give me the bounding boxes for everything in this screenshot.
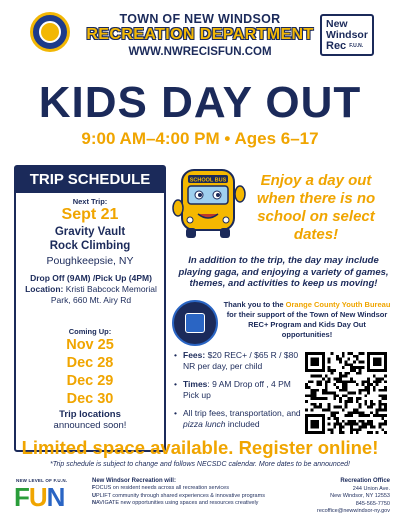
new-windsor-rec-logo xyxy=(320,14,374,56)
mission-text: OCUS on resident needs across all recreation services xyxy=(95,485,229,492)
office-email[interactable]: recoffice@newwindsor-ny.gov xyxy=(317,508,390,515)
mission-letter: U xyxy=(92,492,96,499)
rec-logo-line1: New xyxy=(326,18,348,30)
enjoy-headline: Enjoy a day out when there is no school on select dates! xyxy=(256,172,376,243)
fees-text: $20 REC+ / $65 R / $80 NR per day, per child xyxy=(183,350,299,371)
schedule-disclaimer: *Trip schedule is subject to change and follows NECSDC calendar. More dates to be announced! xyxy=(49,461,350,468)
rec-logo-line2: Windsor xyxy=(326,29,368,41)
office-address: 244 Union Ave. xyxy=(352,485,390,492)
page-title: KIDS DAY OUT xyxy=(38,78,362,127)
fees-label: Fees: xyxy=(183,350,206,360)
fun-u: U xyxy=(28,482,47,512)
thanks-part1: Thank you to the xyxy=(223,300,286,309)
mission-letter: F xyxy=(92,485,96,492)
trip-schedule-panel xyxy=(14,165,166,452)
mission-letter: N xyxy=(92,500,96,507)
mission-statement xyxy=(92,478,292,508)
rec-logo-sub: F.U.N. xyxy=(349,43,364,49)
page-subtitle: 9:00 AM–4:00 PM • Ages 6–17 xyxy=(81,129,319,148)
register-call-to-action: Limited space available. Register online! xyxy=(21,437,379,458)
fun-tagline: NEW LEVEL OF F.U.N. xyxy=(16,478,68,483)
locations-note-text: announced soon! xyxy=(53,420,127,431)
included-end: included xyxy=(225,419,260,429)
fees-bullet xyxy=(174,350,302,372)
orange-county-youth-bureau-logo xyxy=(172,300,218,346)
dropoff-location: Kristi Babcock Memorial Park, 660 Mt. Airy Rd xyxy=(50,284,157,305)
next-trip-label: Next Trip: xyxy=(72,197,108,206)
coming-date: Dec 28 xyxy=(66,355,114,371)
info-bullets xyxy=(174,350,302,437)
next-trip-name xyxy=(16,225,164,253)
dropoff-pickup-info xyxy=(24,273,158,306)
times-label: Times xyxy=(183,379,208,389)
times-bullet xyxy=(174,379,302,401)
trip-name-line2: Rock Climbing xyxy=(49,240,131,252)
locations-note xyxy=(16,409,164,431)
mission-text: PLIFT community through shared experiences & innovative programs xyxy=(95,492,265,499)
included-italic: pizza lunch xyxy=(183,419,226,429)
school-bus-icon xyxy=(170,164,246,248)
coming-date: Dec 29 xyxy=(66,373,114,389)
mission-title: New Windsor Recreation will: xyxy=(92,478,176,484)
locations-note-bold: Trip locations xyxy=(59,409,121,420)
fun-f: F xyxy=(14,482,29,512)
trip-schedule-title: TRIP SCHEDULE xyxy=(29,171,151,188)
header-website-link[interactable]: WWW.NWRECISFUN.COM xyxy=(128,46,272,58)
header-town-name: TOWN OF NEW WINDSOR xyxy=(119,12,281,26)
header-department-name: RECREATION DEPARTMENT xyxy=(86,26,314,43)
next-trip-date: Sept 21 xyxy=(61,206,119,223)
fun-n: N xyxy=(46,482,65,512)
dropoff-label: Drop Off (9AM) /Pick Up (4PM) Location: xyxy=(25,273,152,294)
office-title: Recreation Office xyxy=(340,478,390,484)
times-text: : 9 AM Drop off , 4 PM Pick up xyxy=(183,379,291,400)
rec-logo-line3: Rec xyxy=(326,40,347,52)
next-trip-location: Poughkeepsie, NY xyxy=(46,255,134,267)
mission-line xyxy=(92,485,292,492)
coming-date: Dec 30 xyxy=(66,391,114,407)
trip-name-line1: Gravity Vault xyxy=(54,226,126,238)
coming-date: Nov 25 xyxy=(66,337,114,353)
mission-line xyxy=(92,493,292,500)
thanks-org: Orange County Youth Bureau xyxy=(285,300,391,309)
recreation-office-contact xyxy=(292,478,390,516)
office-city: New Windsor, NY 12553 xyxy=(330,493,390,500)
thanks-part2: for their support of the Town of New Windsor REC+ Program and Kids Day Out opportunities! xyxy=(226,310,388,339)
fun-logo xyxy=(14,484,64,510)
mission-line xyxy=(92,500,292,507)
coming-up-label: Coming Up: xyxy=(68,327,112,336)
sponsor-thanks xyxy=(222,300,392,340)
mission-text: AVIGATE new opportunities using spaces and resources creatively xyxy=(95,500,259,507)
office-phone: 845-565-7750 xyxy=(355,500,390,507)
included-text: All trip fees, transportation, and xyxy=(183,408,301,418)
activities-description: In addition to the trip, the day may include playing gaga, and enjoying a variety of games, themes, and activities to keep us moving! xyxy=(178,255,389,289)
included-bullet xyxy=(174,408,302,430)
bus-label: SCHOOL BUS xyxy=(189,177,227,184)
qr-code-icon[interactable] xyxy=(305,352,387,434)
